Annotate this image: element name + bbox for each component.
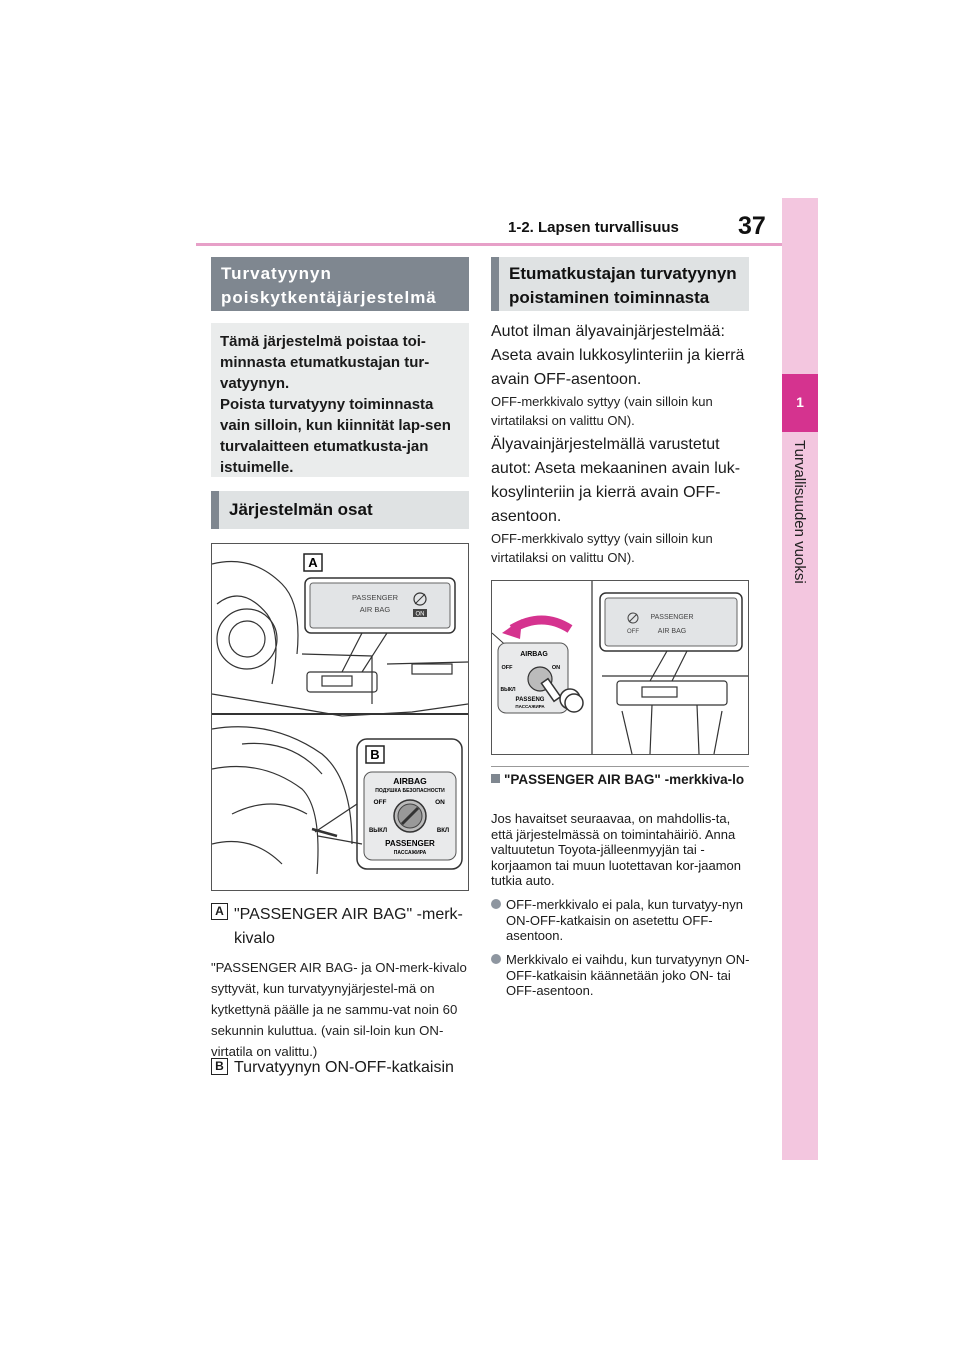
chapter-number-box <box>782 374 818 432</box>
note-bullet-text: Merkkivalo ei vaihdu, kun turvatyynyn ON-OFF-katkaisin käännetään joko ON- tai OFF-asentoon. <box>506 952 750 998</box>
intro-text <box>220 331 464 478</box>
note-bullet-item <box>491 952 753 999</box>
switch-passenger-text: PASSENG <box>515 697 545 703</box>
note-bullet-item <box>491 897 753 944</box>
square-bullet-icon <box>491 774 500 783</box>
switch-off-text: OFF <box>501 665 513 671</box>
indicator-text-airbag: AIR BAG <box>359 605 391 614</box>
switch-airbag-text: AIRBAG <box>393 776 427 786</box>
note-off-indicator-1: OFF-merkkivalo syttyy (vain silloin kun virtatilaksi on valittu ON). <box>491 394 713 428</box>
chapter-side-tab <box>782 198 818 1160</box>
switch-off-ru-text: ВЫКЛ <box>500 687 516 693</box>
intro-text-content: Tämä järjestelmä poistaa toi-minnasta etumatkustajan tur-vatyynyn. Poista turvatyyny toiminnasta vain silloin, kun kiinnität lap-sen turvalaitteen etumatkusta-jan istuimelle. <box>220 333 451 476</box>
instruction-with-smart-key: Älyavainjärjestelmällä varustetut autot: Aseta mekaaninen avain luk-kosylinteriin ja kierrä avain OFF-asentoon. <box>491 436 741 525</box>
note-heading <box>491 772 753 788</box>
figure-system-components-drawing <box>212 544 468 890</box>
switch-passenger-text: PASSENGER <box>385 839 435 848</box>
callout-a-label: A <box>308 555 318 570</box>
note-body: Jos havaitset seuraavaa, on mahdollis-ta, että järjestelmässä on toimintahäiriö. Anna valtuutetun Toyota-jälleenmyyjän tai -korjaamon tai muun luotettavan kor-jaamon tutkia auto. <box>491 811 742 888</box>
switch-on-ru-text: ВКЛ <box>436 828 450 834</box>
callout-b-label: B <box>370 747 380 762</box>
chapter-title-wrap <box>782 440 818 700</box>
figure-switch-off <box>491 580 749 755</box>
item-a-marker: A <box>211 903 228 920</box>
indicator-text-passenger: PASSENGER <box>650 614 694 621</box>
heading-disable-passenger-airbag-text: Etumatkustajan turvatyynyn poistaminen toiminnasta <box>509 264 737 307</box>
instruction-without-smart-key: Autot ilman älyavainjärjestelmää: Aseta avain lukkosylinteriin ja kierrä avain OFF-asentoon. <box>491 323 745 388</box>
figure-switch-off-drawing <box>492 581 748 754</box>
item-b-title: Turvatyynyn ON-OFF-katkaisin <box>234 1059 454 1076</box>
heading-system-components <box>211 491 469 529</box>
switch-on-text: ON <box>435 799 445 806</box>
note-rule <box>491 766 749 767</box>
heading-system-components-text: Järjestelmän osat <box>229 500 373 519</box>
item-a-description: "PASSENGER AIR BAG- ja ON-merk-kivalo syttyvät, kun turvatyynyjärjestel-mä on kytkettynä päälle ja ne sammu-vat noin 60 sekunnin kuluttua. (vain sil-loin kun ON-virtatila on valittu.) <box>211 960 467 1059</box>
heading-disable-passenger-airbag <box>491 257 749 311</box>
switch-airbag-ru-text: ПОДУШКА БЕЗОПАСНОСТИ <box>375 788 445 794</box>
indicator-off-text: OFF <box>627 629 639 635</box>
chapter-title: Turvallisuuden vuoksi <box>791 440 808 584</box>
switch-off-text: OFF <box>373 799 387 806</box>
item-a-title: "PASSENGER AIR BAG" -merk-kivalo <box>234 906 463 947</box>
section-title: 1-2. Lapsen turvallisuus <box>508 219 679 236</box>
heading-airbag-cutoff-system-text: Turvatyynyn poiskytkentäjärjestelmä <box>221 264 437 307</box>
note-bullet-text: OFF-merkkivalo ei pala, kun turvatyy-nyn ON-OFF-katkaisin on asetettu OFF-asentoon. <box>506 897 743 943</box>
round-bullet-icon <box>491 954 501 964</box>
switch-on-text: ON <box>551 665 561 671</box>
round-bullet-icon <box>491 899 501 909</box>
item-b-marker: B <box>211 1058 228 1075</box>
heading-airbag-cutoff-system <box>211 257 469 311</box>
header-rule <box>196 243 782 246</box>
indicator-display <box>605 598 737 646</box>
dashboard-lower-illustration <box>212 727 352 874</box>
note-heading-text: "PASSENGER AIR BAG" -merkkiva-lo <box>504 772 745 787</box>
figure-system-components <box>211 543 469 891</box>
page-number: 37 <box>738 212 766 240</box>
indicator-text-passenger: PASSENGER <box>351 593 399 602</box>
switch-off-ru-text: ВЫКЛ <box>368 828 388 834</box>
switch-airbag-text: AIRBAG <box>520 651 548 658</box>
indicator-on-text: ON <box>415 611 425 618</box>
switch-passenger-ru-text: ПАССАЖИРА <box>393 850 427 856</box>
indicator-text-airbag: AIR BAG <box>657 628 687 635</box>
note-off-indicator-2: OFF-merkkivalo syttyy (vain silloin kun virtatilaksi on valittu ON). <box>491 531 713 565</box>
switch-passenger-ru-text: ПАССАЖИРА <box>515 704 545 709</box>
chapter-number: 1 <box>796 394 804 410</box>
